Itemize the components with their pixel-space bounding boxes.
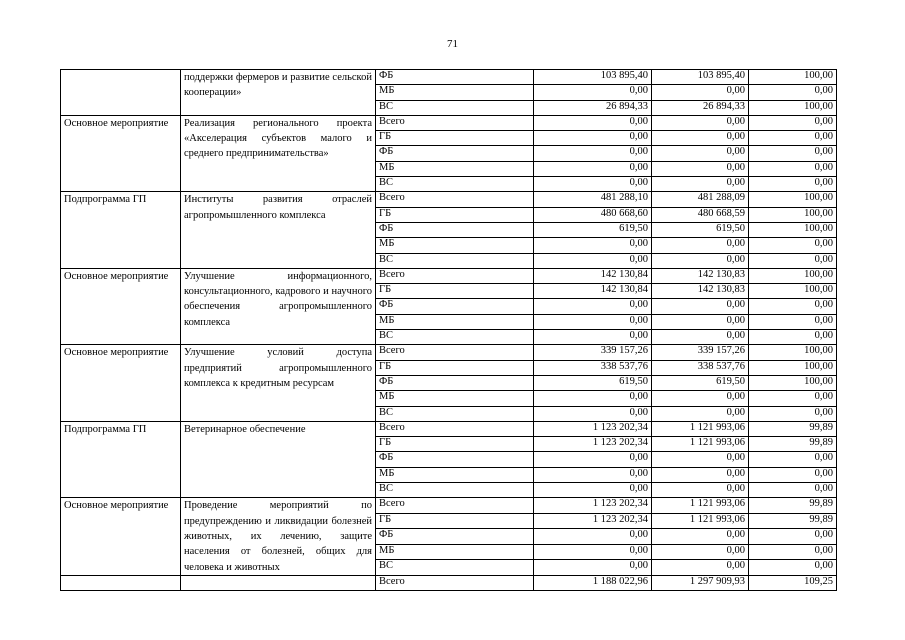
percent-cell: 0,00: [749, 115, 837, 130]
source-cell: ФБ: [376, 70, 534, 85]
plan-cell: 0,00: [534, 406, 652, 421]
source-cell: ГБ: [376, 207, 534, 222]
fact-cell: 0,00: [652, 452, 749, 467]
source-cell: МБ: [376, 391, 534, 406]
percent-cell: 109,25: [749, 575, 837, 590]
percent-cell: 99,89: [749, 437, 837, 452]
percent-cell: 100,00: [749, 222, 837, 237]
description-cell: Институты развития отраслей агропромышленного комплекса: [181, 192, 376, 268]
fact-cell: 0,00: [652, 544, 749, 559]
fact-cell: 1 297 909,93: [652, 575, 749, 590]
fact-cell: 1 121 993,06: [652, 421, 749, 436]
category-cell: Подпрограмма ГП: [61, 421, 181, 497]
source-cell: Всего: [376, 421, 534, 436]
table-row: [61, 498, 837, 513]
fact-cell: 480 668,59: [652, 207, 749, 222]
plan-cell: 0,00: [534, 467, 652, 482]
source-cell: ВС: [376, 253, 534, 268]
description-cell: Улучшение условий доступа предприятий агропромышленного комплекса к кредитным ресурсам: [181, 345, 376, 421]
table-row: [61, 115, 837, 130]
table-row: [61, 575, 837, 590]
plan-cell: 142 130,84: [534, 268, 652, 283]
description-cell: [181, 575, 376, 590]
category-cell: Основное мероприятие: [61, 345, 181, 421]
percent-cell: 0,00: [749, 146, 837, 161]
fact-cell: 0,00: [652, 299, 749, 314]
fact-cell: 0,00: [652, 146, 749, 161]
fact-cell: 338 537,76: [652, 360, 749, 375]
source-cell: МБ: [376, 85, 534, 100]
fact-cell: 0,00: [652, 253, 749, 268]
plan-cell: 142 130,84: [534, 284, 652, 299]
source-cell: Всего: [376, 115, 534, 130]
table-row: [61, 268, 837, 283]
percent-cell: 0,00: [749, 406, 837, 421]
source-cell: Всего: [376, 268, 534, 283]
plan-cell: 481 288,10: [534, 192, 652, 207]
source-cell: ВС: [376, 330, 534, 345]
fact-cell: 0,00: [652, 483, 749, 498]
percent-cell: 100,00: [749, 375, 837, 390]
fact-cell: 619,50: [652, 375, 749, 390]
plan-cell: 1 188 022,96: [534, 575, 652, 590]
fact-cell: 0,00: [652, 406, 749, 421]
percent-cell: 0,00: [749, 529, 837, 544]
source-cell: ВС: [376, 483, 534, 498]
percent-cell: 100,00: [749, 207, 837, 222]
plan-cell: 1 123 202,34: [534, 513, 652, 528]
source-cell: Всего: [376, 345, 534, 360]
category-cell: [61, 575, 181, 590]
percent-cell: 0,00: [749, 544, 837, 559]
source-cell: Всего: [376, 575, 534, 590]
category-cell: Основное мероприятие: [61, 268, 181, 344]
source-cell: ГБ: [376, 131, 534, 146]
source-cell: ВС: [376, 100, 534, 115]
fact-cell: 0,00: [652, 177, 749, 192]
plan-cell: 619,50: [534, 375, 652, 390]
source-cell: ФБ: [376, 146, 534, 161]
percent-cell: 0,00: [749, 131, 837, 146]
percent-cell: 0,00: [749, 452, 837, 467]
source-cell: МБ: [376, 467, 534, 482]
category-cell: Подпрограмма ГП: [61, 192, 181, 268]
fact-cell: 26 894,33: [652, 100, 749, 115]
fact-cell: 619,50: [652, 222, 749, 237]
source-cell: ВС: [376, 177, 534, 192]
source-cell: Всего: [376, 498, 534, 513]
plan-cell: 1 123 202,34: [534, 437, 652, 452]
category-cell: Основное мероприятие: [61, 498, 181, 575]
percent-cell: 100,00: [749, 345, 837, 360]
description-cell: Улучшение информационного, консультационного, кадрового и научного обеспечения агропромышленного комплекса: [181, 268, 376, 344]
description-cell: Реализация регионального проекта «Акселерация субъектов малого и среднего предпринимательства»: [181, 115, 376, 191]
plan-cell: 0,00: [534, 85, 652, 100]
percent-cell: 99,89: [749, 421, 837, 436]
fact-cell: 103 895,40: [652, 70, 749, 85]
plan-cell: 0,00: [534, 483, 652, 498]
budget-table: [60, 69, 837, 591]
plan-cell: 0,00: [534, 238, 652, 253]
fact-cell: 0,00: [652, 115, 749, 130]
percent-cell: 99,89: [749, 498, 837, 513]
description-cell: поддержки фермеров и развитие сельской кооперации»: [181, 70, 376, 116]
plan-cell: 0,00: [534, 299, 652, 314]
table-row: [61, 192, 837, 207]
fact-cell: 1 121 993,06: [652, 498, 749, 513]
description-cell: Ветеринарное обеспечение: [181, 421, 376, 497]
plan-cell: 26 894,33: [534, 100, 652, 115]
fact-cell: 142 130,83: [652, 284, 749, 299]
fact-cell: 0,00: [652, 330, 749, 345]
plan-cell: 0,00: [534, 115, 652, 130]
percent-cell: 100,00: [749, 100, 837, 115]
percent-cell: 100,00: [749, 192, 837, 207]
percent-cell: 100,00: [749, 70, 837, 85]
source-cell: ФБ: [376, 375, 534, 390]
plan-cell: 0,00: [534, 544, 652, 559]
plan-cell: 0,00: [534, 131, 652, 146]
fact-cell: 0,00: [652, 85, 749, 100]
source-cell: ВС: [376, 560, 534, 576]
plan-cell: 0,00: [534, 177, 652, 192]
percent-cell: 100,00: [749, 284, 837, 299]
plan-cell: 338 537,76: [534, 360, 652, 375]
percent-cell: 0,00: [749, 330, 837, 345]
percent-cell: 100,00: [749, 360, 837, 375]
percent-cell: 0,00: [749, 299, 837, 314]
source-cell: ФБ: [376, 222, 534, 237]
fact-cell: 0,00: [652, 467, 749, 482]
source-cell: Всего: [376, 192, 534, 207]
fact-cell: 0,00: [652, 131, 749, 146]
plan-cell: 0,00: [534, 253, 652, 268]
source-cell: МБ: [376, 544, 534, 559]
source-cell: ГБ: [376, 284, 534, 299]
percent-cell: 0,00: [749, 238, 837, 253]
percent-cell: 0,00: [749, 161, 837, 176]
plan-cell: 0,00: [534, 161, 652, 176]
source-cell: МБ: [376, 238, 534, 253]
source-cell: ГБ: [376, 437, 534, 452]
description-cell: Проведение мероприятий по предупреждению и ликвидации болезней животных, их лечению, защите населения от болезней, общих для человека и животных: [181, 498, 376, 575]
fact-cell: 0,00: [652, 161, 749, 176]
plan-cell: 0,00: [534, 560, 652, 576]
source-cell: МБ: [376, 161, 534, 176]
percent-cell: 0,00: [749, 483, 837, 498]
plan-cell: 339 157,26: [534, 345, 652, 360]
plan-cell: 1 123 202,34: [534, 421, 652, 436]
percent-cell: 0,00: [749, 467, 837, 482]
plan-cell: 0,00: [534, 391, 652, 406]
percent-cell: 0,00: [749, 177, 837, 192]
percent-cell: 0,00: [749, 85, 837, 100]
percent-cell: 0,00: [749, 391, 837, 406]
fact-cell: 0,00: [652, 560, 749, 576]
plan-cell: 480 668,60: [534, 207, 652, 222]
fact-cell: 0,00: [652, 391, 749, 406]
fact-cell: 142 130,83: [652, 268, 749, 283]
page-number: 71: [447, 38, 458, 50]
plan-cell: 1 123 202,34: [534, 498, 652, 513]
fact-cell: 1 121 993,06: [652, 513, 749, 528]
plan-cell: 0,00: [534, 330, 652, 345]
fact-cell: 481 288,09: [652, 192, 749, 207]
source-cell: МБ: [376, 314, 534, 329]
plan-cell: 0,00: [534, 146, 652, 161]
percent-cell: 100,00: [749, 268, 837, 283]
source-cell: ФБ: [376, 452, 534, 467]
plan-cell: 103 895,40: [534, 70, 652, 85]
percent-cell: 0,00: [749, 253, 837, 268]
table-row: [61, 421, 837, 436]
plan-cell: 0,00: [534, 452, 652, 467]
fact-cell: 0,00: [652, 529, 749, 544]
source-cell: ВС: [376, 406, 534, 421]
source-cell: ФБ: [376, 529, 534, 544]
category-cell: Основное мероприятие: [61, 115, 181, 191]
fact-cell: 0,00: [652, 314, 749, 329]
fact-cell: 1 121 993,06: [652, 437, 749, 452]
percent-cell: 99,89: [749, 513, 837, 528]
fact-cell: 339 157,26: [652, 345, 749, 360]
percent-cell: 0,00: [749, 560, 837, 576]
plan-cell: 0,00: [534, 529, 652, 544]
source-cell: ГБ: [376, 360, 534, 375]
fact-cell: 0,00: [652, 238, 749, 253]
table-row: [61, 70, 837, 85]
table-row: [61, 345, 837, 360]
source-cell: ФБ: [376, 299, 534, 314]
source-cell: ГБ: [376, 513, 534, 528]
percent-cell: 0,00: [749, 314, 837, 329]
plan-cell: 619,50: [534, 222, 652, 237]
category-cell: [61, 70, 181, 116]
plan-cell: 0,00: [534, 314, 652, 329]
